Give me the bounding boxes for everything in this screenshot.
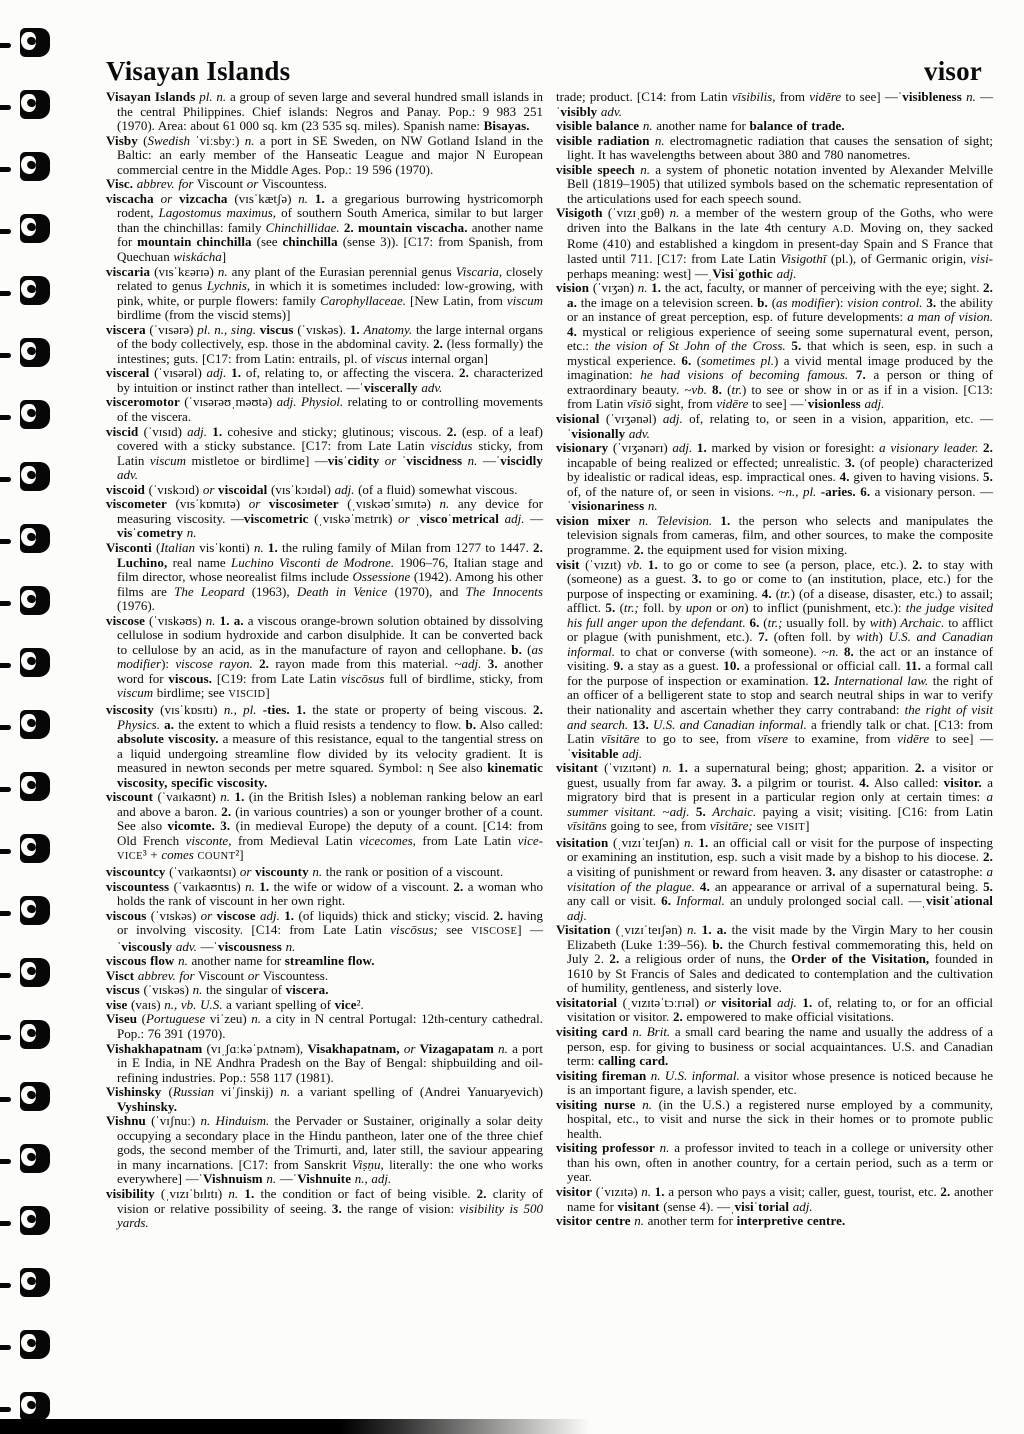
dictionary-entry-continuation: trade; product. [C14: from Latin vīsibilis, from vidēre to see] —ˈvisibleness n. —ˈvisibly adv. — [556, 89, 994, 119]
dictionary-entry: viscometer (vɪsˈkɒmɪtə) or viscosimeter (ˌvɪskəʊˈsɪmɪtə) n. any device for measuring viscosity. —viscometric (ˌvɪskəˈmɛtrɪk) or ˌviscoˈmetrical adj. —visˈcometry n. — [106, 496, 544, 541]
dictionary-entry: visitant (ˈvɪzɪtənt) n. 1. a supernatural being; ghost; apparition. 2. a visitor or guest, usually from far away. 3. a pilgrim or tourist. 4. Also called: visitor. a migratory bird that is present in a particular region only at certain times: a summer visitant. ~adj. 5. Archaic. paying a visit; visiting. [C16: from Latin vīsitāns going to see, from vīsitāre; see VISIT] — [556, 760, 994, 834]
dictionary-entry: Visconti (Italian visˈkonti) n. 1. the ruling family of Milan from 1277 to 1447. 2. Luchino, real name Luchino Visconti de Modrone. 1906–76, Italian stage and film director, whose neorealist films include Ossessione (1942). Among his other films are The Leopard (1963), Death in Venice (1970), and The Innocents (1976). — [106, 539, 543, 614]
dictionary-entry: visible speech n. a system of phonetic notation invented by Alexander Melville Bell (1819–1905) that utilized symbols based on the schematic representation of the articulations used for each speech sound. — [556, 161, 994, 206]
dictionary-entry: viscaria (vɪsˈkɛərɪə) n. any plant of the Eurasian perennial genus Viscaria, closely related to genus Lychnis, in which it is sometimes included: low-growing, with pink, white, or purple flowers: family Carophyllaceae. [New Latin, from viscum birdlime (from the viscid stems)] — [106, 263, 543, 323]
dictionary-entry: Vishinsky (Russian viˈʃinskij) n. a variant spelling of (Andrei Yanuaryevich) Vyshinsky. — [106, 1084, 544, 1114]
binding-mark-icon — [0, 400, 52, 430]
binding-mark-icon — [0, 958, 52, 988]
binding-mark-icon — [0, 1268, 52, 1298]
dictionary-entry: viscus (ˈvɪskəs) n. the singular of viscera. — [106, 982, 329, 998]
binding-mark-icon — [0, 772, 52, 802]
dictionary-entry: visitor (ˈvɪzɪtə) n. 1. a person who pays a visit; caller, guest, tourist, etc. 2. another name for visitant (sense 4). —ˌvisiˈtorial adj. — [556, 1184, 993, 1214]
dictionary-entry: Visc. abbrev. for Viscount or Viscountess. — [106, 176, 328, 192]
spiral-binding-marks — [0, 0, 60, 1434]
binding-mark-icon — [0, 338, 52, 368]
binding-mark-icon — [0, 152, 52, 182]
dictionary-entry: visiting fireman n. U.S. informal. a visitor whose presence is noticed because he is an important figure, a lavish spender, etc. — [556, 1067, 994, 1098]
binding-mark-icon — [0, 28, 52, 58]
binding-mark-icon — [0, 462, 52, 492]
binding-mark-icon — [0, 710, 52, 740]
dictionary-entry: visit (ˈvɪzɪt) vb. 1. to go or come to see (a person, place, etc.). 2. to stay with (someone) as a guest. 3. to go or come to (an institution, place, etc.) for the purpose of inspecting or examining. 4. (tr.) (of a disease, disaster, etc.) to assail; afflict. 5. (tr.; foll. by upon or on) to inflict (punishment, etc.): the judge visited his full anger upon the defendant. 6. (tr.; usually foll. by with) Archaic. to afflict or plague (with punishment, etc.). 7. (often foll. by with) U.S. and Canadian informal. to chat or converse (with someone). ~n. 8. the act or an instance of visiting. 9. a stay as a guest. 10. a professional or official call. 11. a formal call for the purpose of inspection or examination. 12. International law. the right of an officer of a belligerent state to stop and search neutral ships in war to verify their nationality and ascertain whether they carry contraband: the right of visit and search. 13. U.S. and Canadian informal. a friendly talk or chat. [C13: from Latin vīsitāre to go to see, from vīsere to examine, from vidēre to see] —ˈvisitable adj. — [556, 556, 994, 761]
binding-mark-icon — [0, 1206, 52, 1236]
running-head — [106, 56, 982, 90]
column-left — [106, 90, 543, 1231]
dictionary-entry: viscous flow n. another name for streamline flow. — [106, 953, 375, 969]
dictionary-entry: visiting professor n. a professor invited to teach in a college or university other than his own, often in another country, for a certain period, such as a term or year. — [556, 1140, 994, 1185]
dictionary-entry: viscacha or vizcacha (vɪsˈkætʃə) n. 1. a gregarious burrowing hystricomorph rodent, Lagostomus maximus, of southern South America, similar to but larger than the chinchillas: family Chinchillidae. 2. mountain viscacha. another name for mountain chinchilla (see chinchilla (sense 3)). [C17: from Spanish, from Quechuan wiskácha] — [106, 190, 544, 265]
dictionary-entry: visitor centre n. another term for interpretive centre. — [556, 1213, 846, 1229]
dictionary-entry: viscoid (ˈvɪskɔɪd) or viscoidal (vɪsˈkɔɪdəl) adj. (of a fluid) somewhat viscous. — [106, 481, 518, 497]
binding-mark-icon — [0, 90, 52, 120]
binding-mark-icon — [0, 1020, 52, 1050]
dictionary-entry: visible radiation n. electromagnetic radiation that causes the sensation of sight; light. It has wavelengths between about 380 and 780 nanometres. — [556, 132, 994, 163]
dictionary-entry: visceromotor (ˈvɪsərəʊˌməʊtə) adj. Physiol. relating to or controlling movements of the viscera. — [106, 394, 543, 425]
dictionary-entry: viscountess (ˈvaɪkaʊntɪs) n. 1. the wife or widow of a viscount. 2. a woman who holds the rank of viscount in her own right. — [106, 878, 543, 909]
binding-mark-icon — [0, 214, 52, 244]
binding-mark-icon — [0, 586, 52, 616]
binding-mark-icon — [0, 1144, 52, 1174]
dictionary-entry: visceral (ˈvɪsərəl) adj. 1. of, relating to, or affecting the viscera. 2. characterized by intuition or instinct rather than intellect. —ˈviscerally adv. — [106, 365, 543, 395]
binding-mark-icon — [0, 1330, 52, 1360]
dictionary-entry: vise (vaɪs) n., vb. U.S. a variant spelling of vice². — [106, 996, 364, 1012]
binding-mark-icon — [0, 834, 52, 864]
dictionary-entry: visible balance n. another name for balance of trade. — [556, 118, 845, 134]
dictionary-entry: viscid (ˈvɪsɪd) adj. 1. cohesive and sticky; glutinous; viscous. 2. (esp. of a leaf) covered with a sticky substance. [C17: from Late Latin viscidus sticky, from Latin viscum mistletoe or birdlime] —visˈcidity or ˈviscidness n. —ˈviscidly adv. — [106, 423, 544, 483]
dictionary-entry: viscount (ˈvaɪkaʊnt) n. 1. (in the British Isles) a nobleman ranking below an earl and above a baron. 2. (in various countries) a son or younger brother of a count. See also vicomte. 3. (in medieval Europe) the deputy of a count. [C14: from Old French visconte, from Medieval Latin vicecomes, from Late Latin vice- VICE³ + comes COUNT²] — [106, 789, 544, 863]
running-head-right: visor — [924, 56, 982, 86]
dictionary-entry: viscountcy (ˈvaɪkaʊntsɪ) or viscounty n. the rank or position of a viscount. — [106, 863, 504, 879]
binding-mark-icon — [0, 896, 52, 926]
dictionary-entry: Vishnu (ˈvɪʃnuː) n. Hinduism. the Pervader or Sustainer, originally a solar deity occupying a secondary place in the Hindu pantheon, later one of the three chief gods, the second member of the Trimurti, and, later still, the saviour appearing in many incarnations. [C17: from Sanskrit Viṣṇu, literally: the one who works everywhere] —ˈVishnuism n. —ˈVishnuite n., adj. — [106, 1113, 543, 1187]
dictionary-entry: viscous (ˈvɪskəs) or viscose adj. 1. (of liquids) thick and sticky; viscid. 2. having or involving viscosity. [C14: from Late Latin viscōsus; see VISCOSE] —ˈviscously adv. —ˈviscousness n. — [106, 907, 544, 954]
dictionary-entry: visitatorial (ˌvɪzɪtəˈtɔːrɪəl) or visitorial adj. 1. of, relating to, or for an official visitation or visitor. 2. empowered to make official visitations. — [556, 994, 994, 1025]
dictionary-entry: vision (ˈvɪʒən) n. 1. the act, faculty, or manner of perceiving with the eye; sight. 2. a. the image on a television screen. b. (as modifier): vision control. 3. the ability or an instance of great perception, esp. of future developments: a man of vision. 4. mystical or religious experience of seeing some supernatural event, person, etc.: the vision of St John of the Cross. 5. that which is seen, esp. in such a mystical experience. 6. (sometimes pl.) a vivid mental image produced by the imagination: he had visions of becoming famous. 7. a person or thing of extraordinary beauty. ~vb. 8. (tr.) to see or show in or as if in a vision. [C13: from Latin vīsiō sight, from vidēre to see] —ˈvisionless adj. — [556, 280, 994, 412]
binding-mark-icon — [0, 276, 52, 306]
binding-mark-icon — [0, 648, 52, 678]
binding-mark-icon — [0, 524, 52, 554]
dictionary-entry: visitation (ˌvɪzɪˈteɪʃən) n. 1. an official call or visit for the purpose of inspecting or examining an institution, esp. such a visit made by a bishop to his diocese. 2. a visiting of punishment or reward from heaven. 3. any disaster or catastrophe: a visitation of the plague. 4. an appearance or arrival of a supernatural being. 5. any call or visit. 6. Informal. an unduly prolonged social call. —ˌvisitˈational adj. — [556, 834, 994, 923]
dictionary-entry: Visigoth (ˈvɪzɪˌgɒθ) n. a member of the western group of the Goths, who were driven into the Balkans in the late 4th century A.D. Moving on, they sacked Rome (410) and established a kingdom in present-day Spain and S France that lasted until 711. [C17: from Late Latin Visigothī (pl.), of Germanic origin, visi- perhaps meaning: west] —ˌVisiˈgothic adj. — [556, 205, 994, 281]
dictionary-entry: Visby (Swedish ˈviːsbyː) n. a port in SE Sweden, on NW Gotland Island in the Baltic: an early member of the Hanseatic League and major N European commercial centre in the Middle Ages. Pop.: 19 596 (1970). — [106, 132, 544, 177]
dictionary-entry: Visayan Islands pl. n. a group of seven large and several hundred small islands in the central Philippines. Chief islands: Negros and Panay. Pop.: 9 983 251 (1970). Area: about 61 000 sq. km (23 535 sq. miles). Spanish name: Bisayas. — [106, 89, 543, 134]
dictionary-entry: Viseu (Portuguese viˈzeu) n. a city in N central Portugal: 12th-century cathedral. Pop.: 76 391 (1970). — [106, 1011, 543, 1041]
dictionary-entry: visiting card n. Brit. a small card bearing the name and usually the address of a person, esp. for giving to business or social acquaintances. U.S. and Canadian term: calling card. — [556, 1024, 993, 1069]
binding-mark-icon — [0, 1082, 52, 1112]
dictionary-entry: visibility (ˌvɪzɪˈbɪlɪtɪ) n. 1. the condition or fact of being visible. 2. clarity of vision or relative possibility of seeing. 3. the range of vision: visibility is 500 yards. — [106, 1186, 544, 1231]
scan-artifact-bottom-streak — [0, 1419, 620, 1434]
dictionary-entry: Vishakhapatnam (vɪˌʃɑːkəˈpʌtnəm), Visakhapatnam, or Vizagapatam n. a port in E India, in NE Andhra Pradesh on the Bay of Bengal: shipbuilding and oil-refining industries. Pop.: 558 117 (1981). — [106, 1040, 543, 1085]
dictionary-entry: Visitation (ˌvɪzɪˈteɪʃən) n. 1. a. the visit made by the Virgin Mary to her cousin Elizabeth (Luke 1:39–56). b. the Church festival commemorating this, held on July 2. 2. a religious order of nuns, the Order of the Visitation, founded in 1610 by St Francis of Sales and dedicated to contemplation and the cultivation of humility, gentleness, and sisterly love. — [556, 922, 993, 996]
column-right — [556, 90, 993, 1229]
dictionary-entry: visionary (ˈvɪʒənərɪ) adj. 1. marked by vision or foresight: a visionary leader. 2. incapable of being realized or effected; unrealistic. 3. (of people) characterized by idealistic or radical ideas, esp. impractical ones. 4. given to having visions. 5. of, of the nature of, or seen in visions. ~n., pl. -aries. 6. a visionary person. —ˈvisionariness n. — [556, 440, 993, 514]
dictionary-entry: Visct abbrev. for Viscount or Viscountess. — [106, 967, 329, 983]
dictionary-entry: viscera (ˈvɪsərə) pl. n., sing. viscus (ˈvɪskəs). 1. Anatomy. the large internal organs of the body collectively, esp. those in the abdominal cavity. 2. (less formally) the intestines; guts. [C17: from Latin: entrails, pl. of viscus internal organ] — [106, 321, 543, 366]
dictionary-entry: vision mixer n. Television. 1. the person who selects and manipulates the television signals from cameras, film, and other sources, to make the composite programme. 2. the equipment used for vision mixing. — [556, 512, 993, 557]
binding-mark-icon — [0, 1392, 52, 1422]
dictionary-entry: visional (ˈvɪʒənəl) adj. of, relating to, or seen in a vision, apparition, etc. —ˈvisionally adv. — [556, 411, 993, 441]
running-head-left: Visayan Islands — [106, 56, 291, 86]
dictionary-entry: viscose (ˈvɪskəʊs) n. 1. a. a viscous orange-brown solution obtained by dissolving cellulose in sodium hydroxide and carbon disulphide. It can be converted back to cellulose by an acid, as in the manufacture of rayon and cellophane. b. (as modifier): viscose rayon. 2. rayon made from this material. ~adj. 3. another word for viscous. [C19: from Late Latin viscōsus full of birdlime, sticky, from viscum birdlime; see VISCID] — [106, 612, 543, 701]
dictionary-entry: viscosity (vɪsˈkɒsɪtɪ) n., pl. -ties. 1. the state or property of being viscous. 2. Physics. a. the extent to which a fluid resists a tendency to flow. b. Also called: absolute viscosity. a measure of this resistance, equal to the tangential stress on a liquid undergoing streamline flow divided by its velocity gradient. It is measured in newton seconds per metre squared. Symbol: η See also kinematic viscosity, specific viscosity. — [106, 701, 543, 790]
dictionary-entry: visiting nurse n. (in the U.S.) a registered nurse employed by a community, hospital, etc., to visit and nurse the sick in their homes or to promote public health. — [556, 1096, 993, 1141]
